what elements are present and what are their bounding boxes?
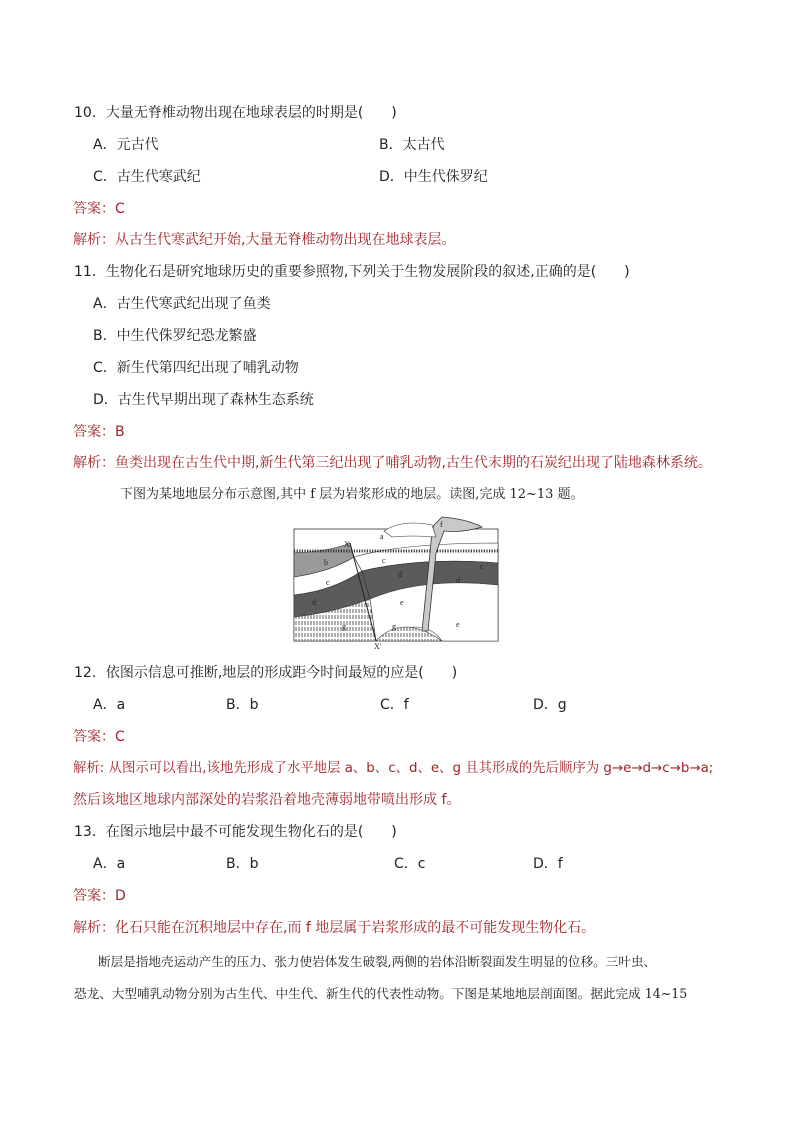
q10-stem: 10．大量无脊椎动物出现在地球表层的时期是( ) (74, 105, 397, 121)
q12-analysis-line2: 然后该地区地球内部深处的岩浆沿着地壳薄弱地带喷出形成 f。 (73, 792, 461, 808)
label-d-right: d (456, 576, 460, 585)
q12-answer: 答案：C (73, 729, 125, 745)
q13-analysis: 解析：化石只能在沉积地层中存在,而 f 地层属于岩浆形成的最不可能发现生物化石。 (73, 920, 596, 936)
label-f: f (440, 520, 443, 529)
q12-option-c: C．f (380, 697, 409, 713)
q13-option-b: B．b (226, 856, 259, 872)
intro-14-15-line1: 断层是指地壳运动产生的压力、张力使岩体发生破裂,两侧的岩体沿断裂面发生明显的位移。三叶虫、 (98, 954, 657, 969)
q12-option-d: D．g (533, 697, 567, 713)
q11-option-c: C．新生代第四纪出现了哺乳动物 (93, 360, 299, 376)
label-e-mid: e (400, 598, 404, 607)
q11-stem: 11．生物化石是研究地球历史的重要参照物,下列关于生物发展阶段的叙述,正确的是( ) (74, 264, 630, 280)
q12-stem: 12．依图示信息可推断,地层的形成距今时间最短的应是( ) (74, 665, 458, 681)
label-b: b (324, 558, 328, 567)
q13-option-c: C．c (394, 856, 426, 872)
q10-option-c: C．古生代寒武纪 (93, 169, 201, 185)
label-c-mid: c (382, 556, 386, 565)
label-g-left: g (342, 622, 346, 631)
label-c-left: c (326, 578, 330, 587)
q12-option-a: A．a (93, 697, 126, 713)
q12-analysis-line1: 解析: 从图示可以看出,该地先形成了水平地层 a、b、c、d、e、g 且其形成的先后顺序为 g→e→d→c→b→a; (73, 761, 714, 776)
q13-option-a: A．a (93, 856, 126, 872)
q12-option-b: B．b (226, 697, 259, 713)
q11-option-b: B．中生代侏罗纪恐龙繁盛 (93, 328, 257, 344)
q10-analysis: 解析：从古生代寒武纪开始,大量无脊椎动物出现在地球表层。 (73, 232, 456, 248)
q13-option-d: D．f (533, 856, 563, 872)
intro-12-13: 下图为某地地层分布示意图,其中 f 层为岩浆形成的地层。读图,完成 12~13 题。 (120, 487, 584, 502)
label-d-mid: d (398, 570, 402, 579)
q13-answer: 答案：D (73, 888, 126, 904)
q10-option-d: D．中生代侏罗纪 (379, 169, 488, 185)
label-e-right: e (456, 620, 460, 629)
label-d-left: d (312, 598, 316, 607)
q11-answer: 答案：B (73, 424, 125, 440)
strata-diagram (292, 513, 500, 653)
label-x: X (344, 540, 350, 549)
label-x-prime: X′ (374, 642, 382, 651)
q10-option-b: B．太古代 (379, 137, 445, 153)
label-g-right: g (392, 622, 396, 631)
q11-option-d: D．古生代早期出现了森林生态系统 (93, 392, 314, 408)
label-c-right: c (480, 562, 484, 571)
q11-analysis: 解析：鱼类出现在古生代中期,新生代第三纪出现了哺乳动物,古生代末期的石炭纪出现了陆地森林系统。 (73, 455, 712, 471)
q11-option-a: A．古生代寒武纪出现了鱼类 (93, 296, 271, 312)
layer-a (384, 523, 436, 537)
intro-14-15-line2: 恐龙、大型哺乳动物分别为古生代、中生代、新生代的代表性动物。下图是某地地层剖面图。据此完成 14~15 (74, 986, 688, 1001)
q13-stem: 13．在图示地层中最不可能发现生物化石的是( ) (74, 824, 397, 840)
label-a: a (380, 532, 384, 541)
q10-option-a: A．元古代 (93, 137, 159, 153)
q10-answer: 答案：C (73, 201, 125, 217)
strata-layers (294, 517, 498, 641)
